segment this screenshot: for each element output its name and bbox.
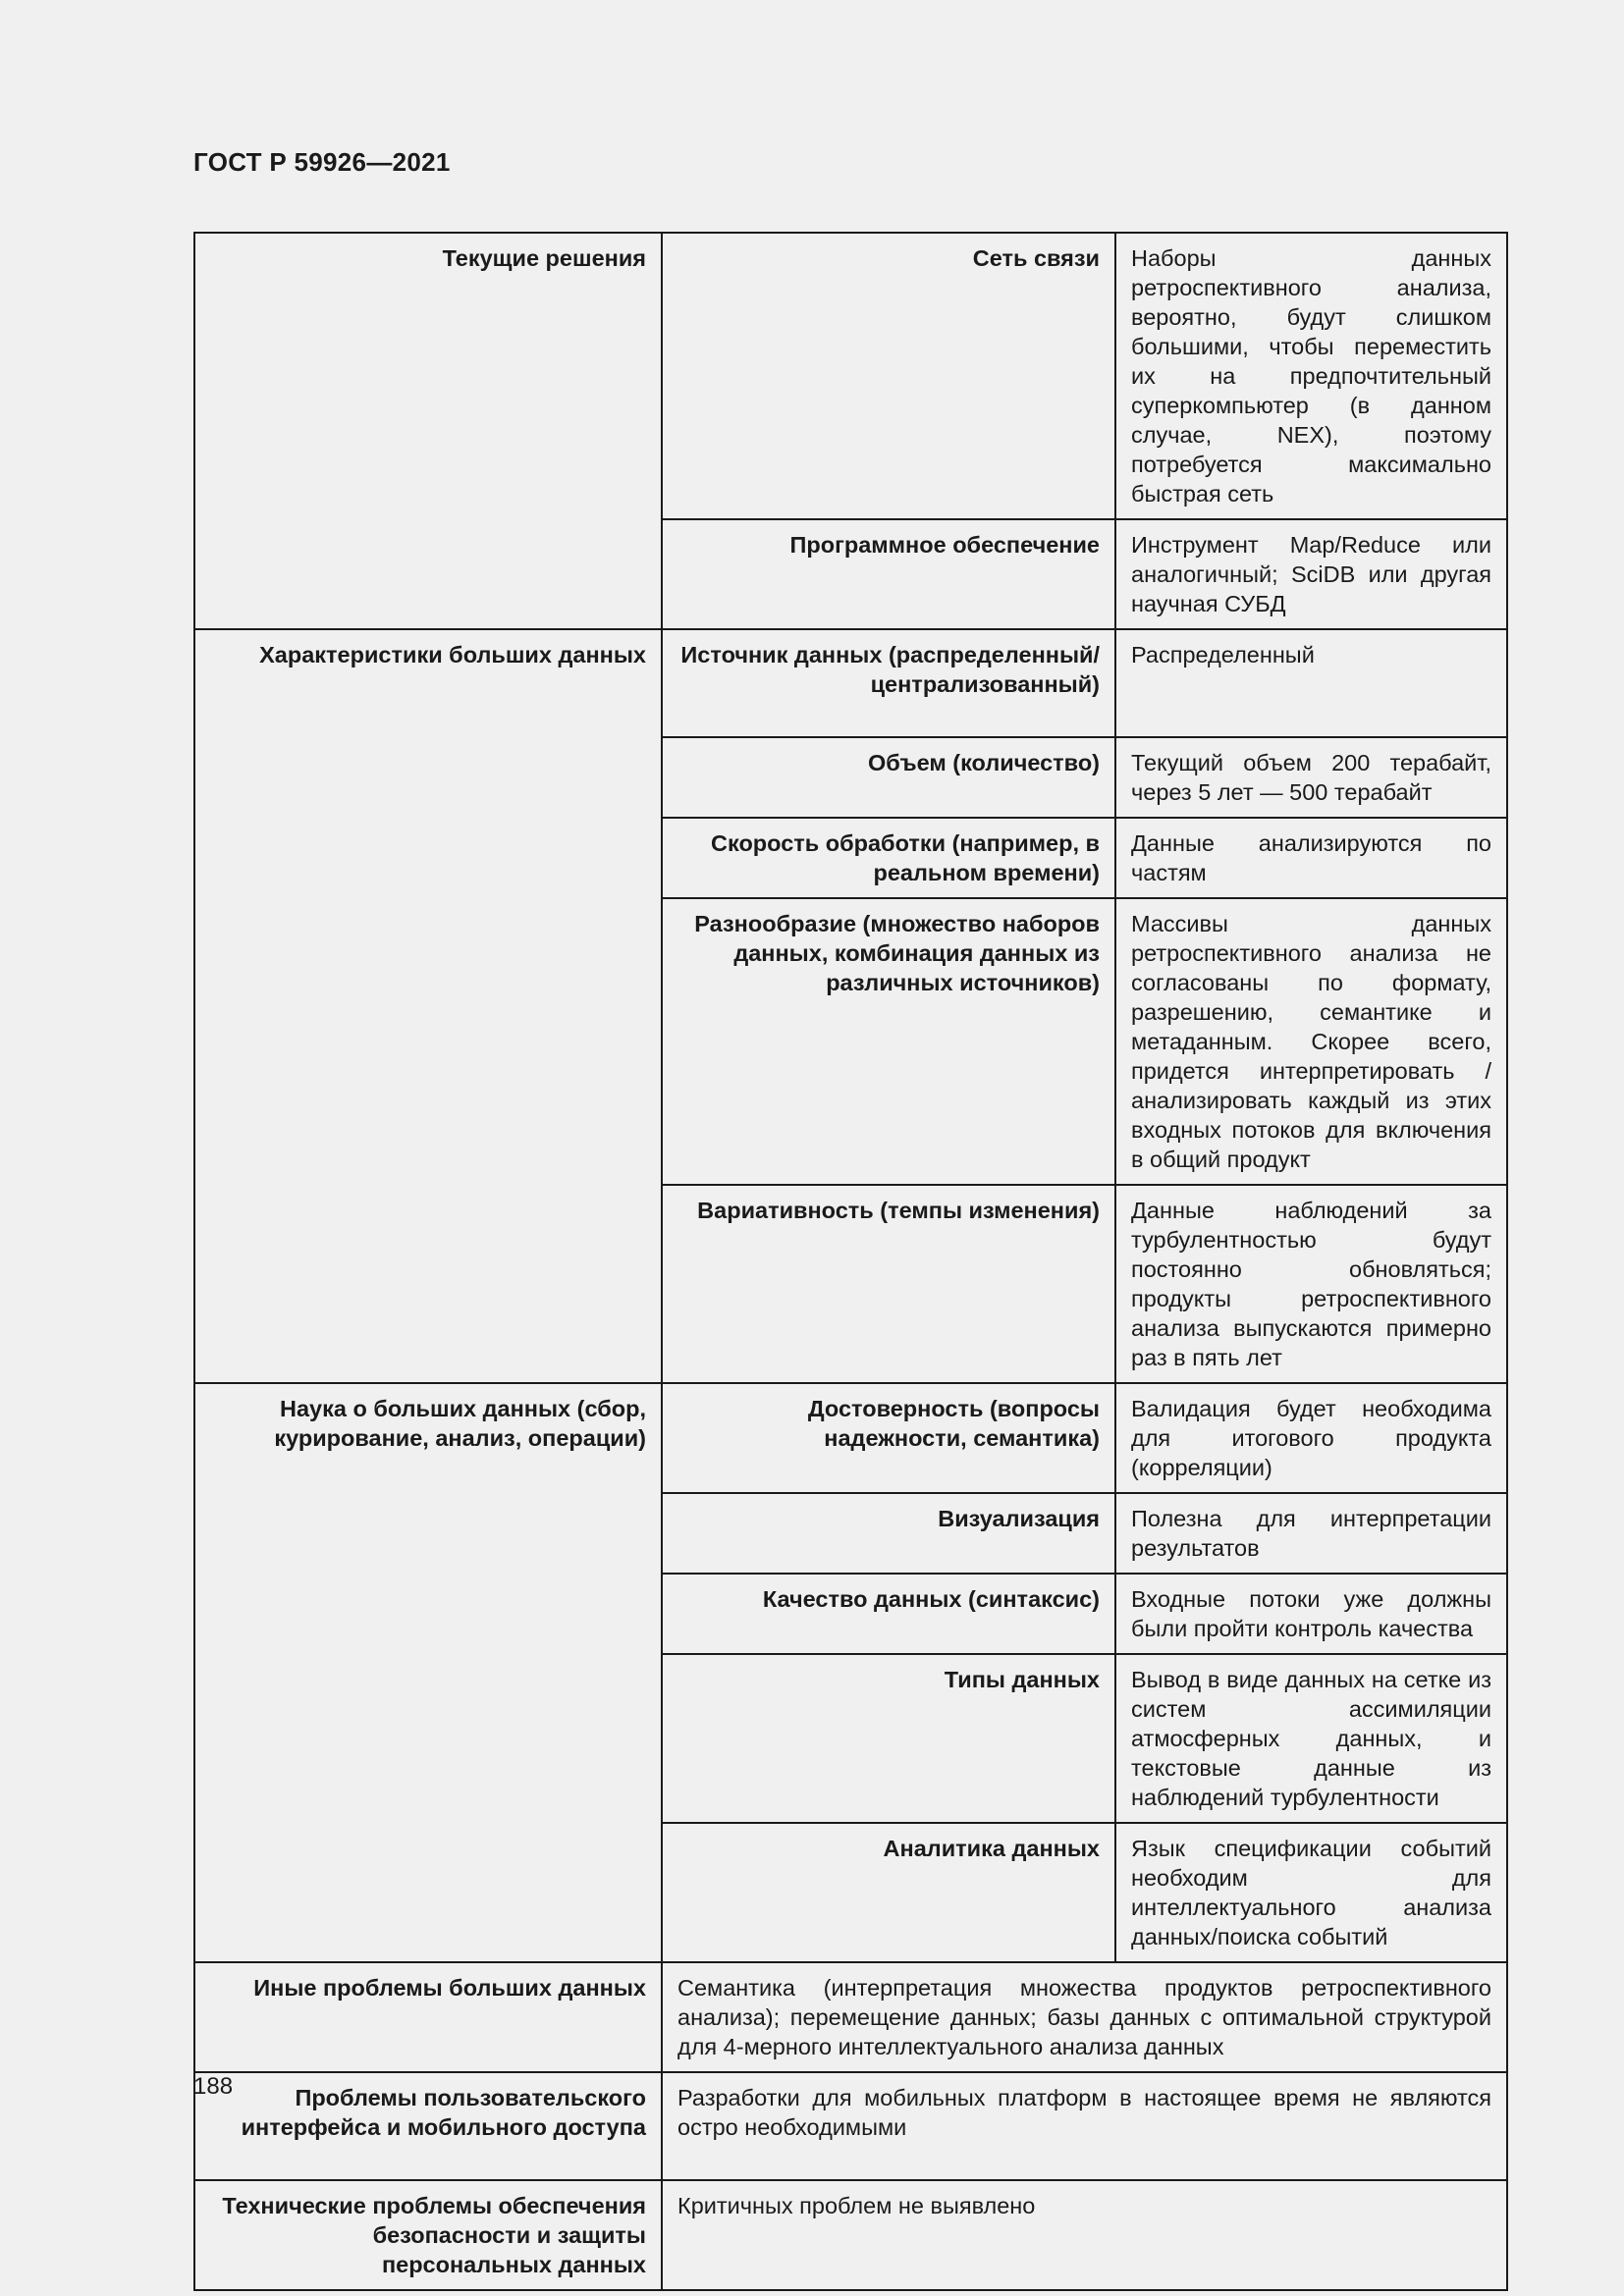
row-label-velocity: Скорость обработки (например, в реальном времени) <box>662 818 1115 898</box>
table-row <box>194 629 1507 737</box>
table-row <box>194 2072 1507 2180</box>
specification-table <box>193 232 1508 2291</box>
table-row <box>194 233 1507 519</box>
table-row <box>194 2180 1507 2290</box>
row-label-visualization: Визуализация <box>662 1493 1115 1574</box>
row-label-veracity: Достоверность (вопросы надежности, семантика) <box>662 1383 1115 1493</box>
section-current-solutions: Текущие решения <box>194 233 662 629</box>
section-ui-mobile: Проблемы пользовательского интерфейса и мобильного доступа <box>194 2072 662 2180</box>
table-row <box>194 1383 1507 1493</box>
row-value-data-source: Распределенный <box>1115 629 1507 737</box>
row-value-network: Наборы данных ретроспективного анализа, вероятно, будут слишком большими, чтобы переместить их на предпочтительный суперкомпьютер (в данном случае, NEX), поэтому потребуется максимально быстрая сеть <box>1115 233 1507 519</box>
row-value-data-analytics: Язык спецификации событий необходим для интеллектуального анализа данных/поиска событий <box>1115 1823 1507 1962</box>
row-label-network: Сеть связи <box>662 233 1115 519</box>
row-value-data-types: Вывод в виде данных на сетке из систем ассимиляции атмосферных данных, и текстовые данные из наблюдений турбулентности <box>1115 1654 1507 1823</box>
row-value-data-quality: Входные потоки уже должны были пройти контроль качества <box>1115 1574 1507 1654</box>
value-ui-mobile: Разработки для мобильных платформ в настоящее время не являются остро необходимыми <box>662 2072 1507 2180</box>
table-row <box>194 1962 1507 2072</box>
row-label-data-types: Типы данных <box>662 1654 1115 1823</box>
value-security: Критичных проблем не выявлено <box>662 2180 1507 2290</box>
section-security: Технические проблемы обеспечения безопасности и защиты персональных данных <box>194 2180 662 2290</box>
row-label-volume: Объем (количество) <box>662 737 1115 818</box>
row-label-variety: Разнообразие (множество наборов данных, комбинация данных из различных источников) <box>662 898 1115 1185</box>
row-value-visualization: Полезна для интерпретации результатов <box>1115 1493 1507 1574</box>
value-other-issues: Семантика (интерпретация множества продуктов ретроспективного анализа); перемещение данных; базы данных с оптимальной структурой для 4-мерного интеллектуального анализа данных <box>662 1962 1507 2072</box>
section-big-data-science: Наука о больших данных (сбор, курирование, анализ, операции) <box>194 1383 662 1962</box>
row-label-data-quality: Качество данных (синтаксис) <box>662 1574 1115 1654</box>
row-label-data-analytics: Аналитика данных <box>662 1823 1115 1962</box>
row-value-veracity: Валидация будет необходима для итогового продукта (корреляции) <box>1115 1383 1507 1493</box>
section-other-issues: Иные проблемы больших данных <box>194 1962 662 2072</box>
row-value-software: Инструмент Map/Reduce или аналогичный; SciDB или другая научная СУБД <box>1115 519 1507 629</box>
row-label-data-source: Источник данных (распределенный/ централизованный) <box>662 629 1115 737</box>
row-value-velocity: Данные анализируются по частям <box>1115 818 1507 898</box>
row-value-variety: Массивы данных ретроспективного анализа не согласованы по формату, разрешению, семантике и метаданным. Скорее всего, придется интерпретировать / анализировать каждый из этих входных потоков для включения в общий продукт <box>1115 898 1507 1185</box>
document-header: ГОСТ Р 59926—2021 <box>193 147 451 177</box>
section-big-data-characteristics: Характеристики больших данных <box>194 629 662 1383</box>
row-value-variability: Данные наблюдений за турбулентностью будут постоянно обновляться; продукты ретроспективного анализа выпускаются примерно раз в пять лет <box>1115 1185 1507 1383</box>
page-number: 188 <box>193 2073 234 2100</box>
row-label-software: Программное обеспечение <box>662 519 1115 629</box>
row-value-volume: Текущий объем 200 терабайт, через 5 лет — 500 терабайт <box>1115 737 1507 818</box>
row-label-variability: Вариативность (темпы изменения) <box>662 1185 1115 1383</box>
